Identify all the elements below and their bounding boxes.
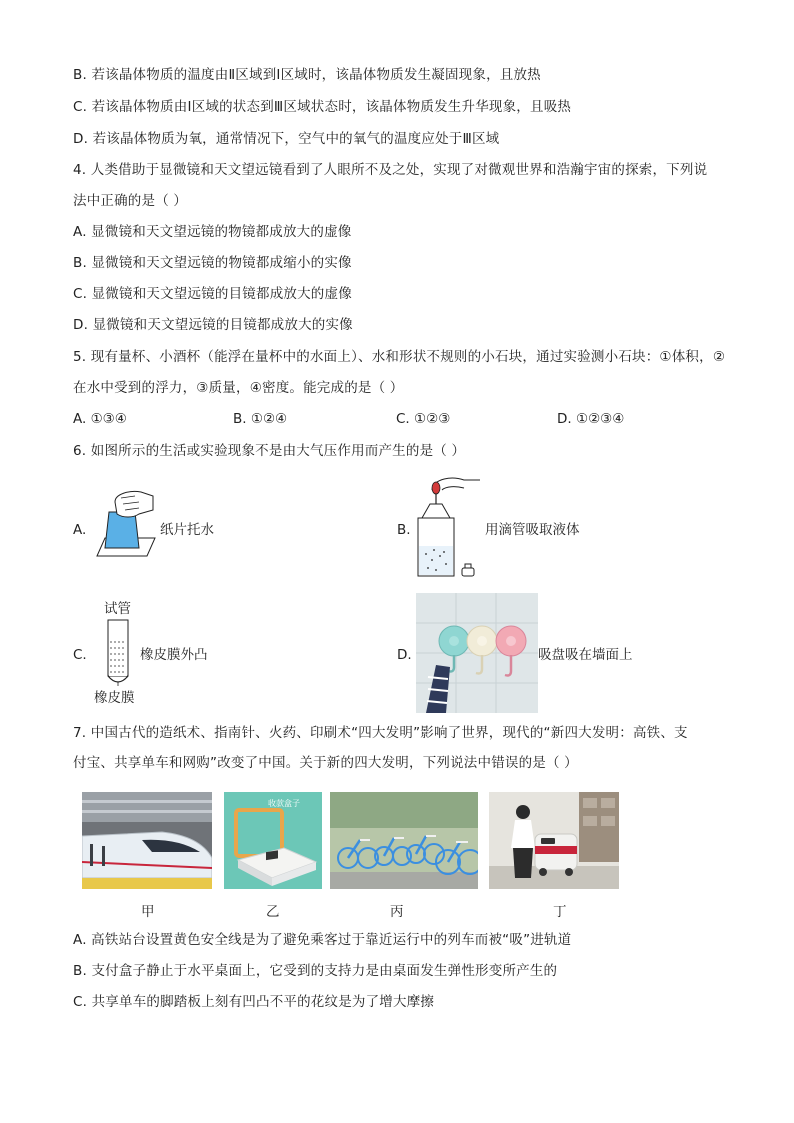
- q7-stem-line2: 付宝、共享单车和网购”改变了中国。关于新的四大发明，下列说法中错误的是（ ）: [73, 755, 578, 771]
- paper-holding-water-figure: [95, 488, 157, 564]
- q4-option-a: A. 显微镜和天文望远镜的物镜都成放大的虚像: [73, 224, 352, 240]
- q6-label-b: B.: [397, 522, 411, 538]
- q6-membrane-label: 橡皮膜: [94, 690, 135, 706]
- dropper-bottle-figure: [412, 474, 482, 584]
- q7-image-label-3: 丙: [390, 904, 404, 920]
- q5-option-a: A. ①③④: [73, 411, 127, 427]
- q6-caption-a: 纸片托水: [160, 522, 214, 538]
- q3-option-d: D. 若该晶体物质为氧，通常情况下，空气中的氧气的温度应处于Ⅲ区域: [73, 131, 500, 147]
- q6-label-a: A.: [73, 522, 87, 538]
- payment-box-photo: [224, 792, 322, 889]
- q6-caption-d: 吸盘吸在墙面上: [538, 647, 633, 663]
- high-speed-rail-photo: [82, 792, 212, 889]
- q6-caption-c: 橡皮膜外凸: [140, 647, 208, 663]
- q7-option-b: B. 支付盒子静止于水平桌面上，它受到的支持力是由桌面发生弹性形变所产生的: [73, 963, 558, 979]
- q6-label-d: D.: [397, 647, 412, 663]
- q4-stem-line1: 4. 人类借助于显微镜和天文望远镜看到了人眼所不及之处，实现了对微观世界和浩瀚宇宙的探索，下列说: [73, 162, 708, 178]
- suction-cup-hooks-photo: [416, 593, 538, 713]
- q3-option-b: B. 若该晶体物质的温度由Ⅱ区域到Ⅰ区域时，该晶体物质发生凝固现象，且放热: [73, 67, 541, 83]
- q6-tube-label: 试管: [104, 601, 131, 617]
- delivery-robot-photo: [489, 792, 619, 889]
- q5-stem-line2: 在水中受到的浮力，③质量，④密度。能完成的是（ ）: [73, 380, 404, 396]
- q4-stem-line2: 法中正确的是（ ）: [73, 193, 188, 209]
- q5-option-d: D. ①②③④: [557, 411, 625, 427]
- q7-image-label-4: 丁: [553, 904, 567, 920]
- q6-label-c: C.: [73, 647, 87, 663]
- q7-image-label-2: 乙: [266, 904, 280, 920]
- q5-option-b: B. ①②④: [233, 411, 288, 427]
- q3-option-c: C. 若该晶体物质由Ⅰ区域的状态到Ⅲ区域状态时，该晶体物质发生升华现象，且吸热: [73, 99, 572, 115]
- q4-option-b: B. 显微镜和天文望远镜的物镜都成缩小的实像: [73, 255, 352, 271]
- payment-box-label: 收款盒子: [268, 799, 300, 808]
- test-tube-membrane-figure: [100, 618, 136, 688]
- q5-stem-line1: 5. 现有量杯、小酒杯（能浮在量杯中的水面上）、水和形状不规则的小石块，通过实验测小石块：①体积，②: [73, 349, 726, 365]
- q6-caption-b: 用滴管吸取液体: [485, 522, 580, 538]
- q7-option-c: C. 共享单车的脚踏板上刻有凹凸不平的花纹是为了增大摩擦: [73, 994, 435, 1010]
- shared-bikes-photo: [330, 792, 478, 889]
- q7-option-a: A. 高铁站台设置黄色安全线是为了避免乘客过于靠近运行中的列车而被“吸”进轨道: [73, 932, 572, 948]
- q5-option-c: C. ①②③: [396, 411, 451, 427]
- q4-option-c: C. 显微镜和天文望远镜的目镜都成放大的虚像: [73, 286, 352, 302]
- q6-stem: 6. 如图所示的生活或实验现象不是由大气压作用而产生的是（ ）: [73, 443, 466, 459]
- q4-option-d: D. 显微镜和天文望远镜的目镜都成放大的实像: [73, 317, 353, 333]
- q7-image-label-1: 甲: [141, 904, 155, 920]
- q7-stem-line1: 7. 中国古代的造纸术、指南针、火药、印刷术“四大发明”影响了世界，现代的“新四大发明：高铁、支: [73, 725, 688, 741]
